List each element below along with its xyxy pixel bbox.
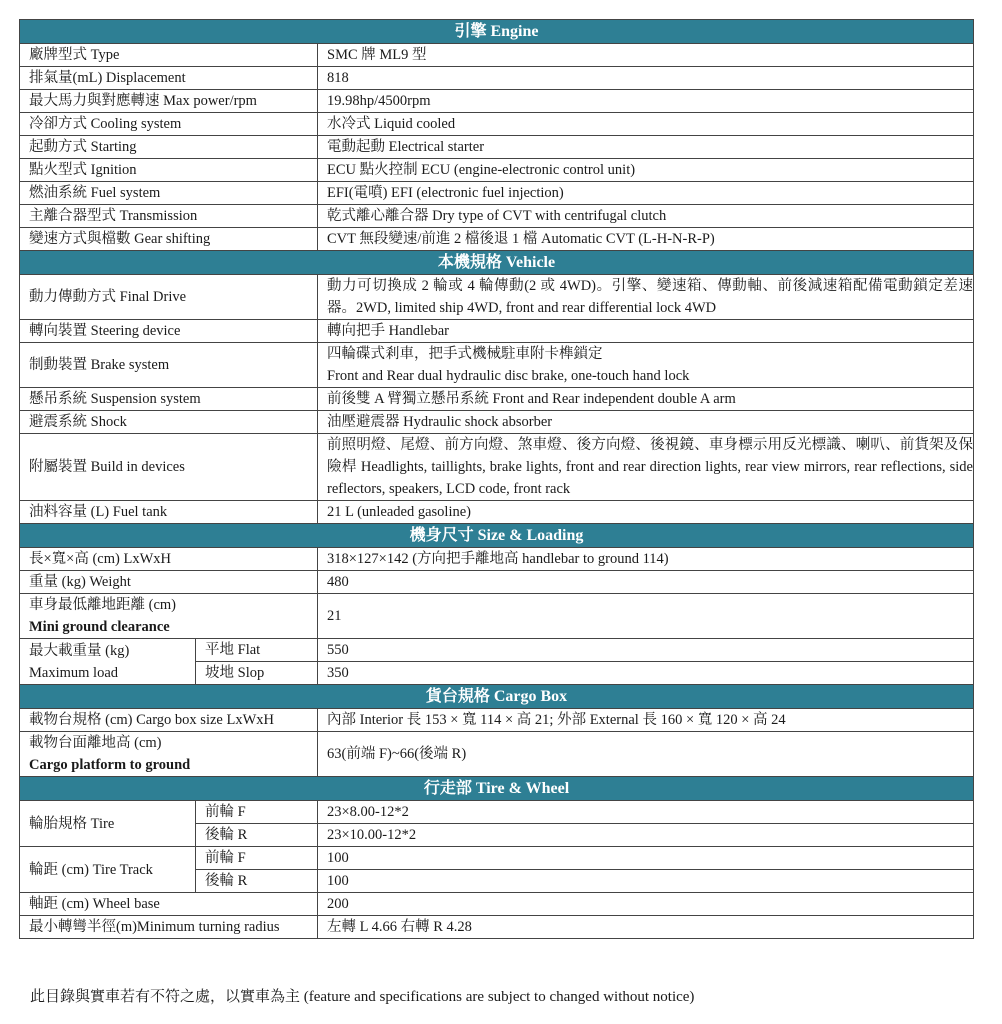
spec-row-shock [20,411,974,434]
spec-label: 冷卻方式 Cooling system [20,113,318,136]
spec-label: 轉向裝置 Steering device [20,320,318,343]
spec-value: 前照明燈、尾燈、前方向燈、煞車燈、後方向燈、後視鏡、車身標示用反光標識、喇叭、前貨架及保險桿 Headlights, taillights, brake lights, front and rear direction lights, rear view mirrors, rear reflections, side reflectors, speakers, LCD code, front rack [318,434,974,501]
spec-row-brake [20,343,974,388]
spec-label: 附屬裝置 Build in devices [20,434,318,501]
spec-label: 懸吊系統 Suspension system [20,388,318,411]
spec-label-line: 車身最低離地距離 (cm) [29,597,176,613]
spec-sublabel: 平地 Flat [196,639,318,662]
spec-label: 點火型式 Ignition [20,159,318,182]
spec-row-max-power [20,90,974,113]
spec-value: 100 [318,870,974,893]
spec-value: EFI(電噴) EFI (electronic fuel injection) [318,182,974,205]
footnote: 此目錄與實車若有不符之處，以實車為主 (feature and specifications are subject to changed without notice) [30,989,695,1005]
spec-label: 最大馬力與對應轉速 Max power/rpm [20,90,318,113]
spec-label: 起動方式 Starting [20,136,318,159]
spec-label: 重量 (kg) Weight [20,571,318,594]
spec-label-line: Cargo platform to ground [29,757,191,773]
spec-value: 23×8.00-12*2 [318,801,974,824]
spec-label: 最小轉彎半徑(m)Minimum turning radius [20,916,318,939]
spec-row-track-front [20,847,974,870]
spec-row-ground-clearance [20,594,974,639]
section-cargo-header [20,685,974,709]
spec-sublabel: 前輪 F [196,847,318,870]
spec-sublabel: 後輪 R [196,824,318,847]
spec-value: ECU 點火控制 ECU (engine-electronic control unit) [318,159,974,182]
spec-row-cooling [20,113,974,136]
spec-label: 制動裝置 Brake system [20,343,318,388]
spec-label: 主離合器型式 Transmission [20,205,318,228]
spec-label: 輪胎規格 Tire [20,801,196,847]
spec-label: 載物台規格 (cm) Cargo box size LxWxH [20,709,318,732]
spec-value: 350 [318,662,974,685]
spec-row-steering [20,320,974,343]
spec-sublabel: 前輪 F [196,801,318,824]
spec-label: 動力傳動方式 Final Drive [20,275,318,320]
spec-value: 480 [318,571,974,594]
spec-row-weight [20,571,974,594]
spec-row-fuel-system [20,182,974,205]
spec-row-type [20,44,974,67]
spec-label: 軸距 (cm) Wheel base [20,893,318,916]
spec-value: 油壓避震器 Hydraulic shock absorber [318,411,974,434]
spec-label [20,594,318,639]
spec-value: 左轉 L 4.66 右轉 R 4.28 [318,916,974,939]
spec-row-displacement [20,67,974,90]
spec-value: 318×127×142 (方向把手離地高 handlebar to ground 114) [318,548,974,571]
spec-row-suspension [20,388,974,411]
spec-value: 前後雙 A 臂獨立懸吊系統 Front and Rear independent double A arm [318,388,974,411]
spec-row-transmission [20,205,974,228]
spec-row-lwh [20,548,974,571]
spec-value: 21 [318,594,974,639]
spec-value: 818 [318,67,974,90]
spec-value: 63(前端 F)~66(後端 R) [318,732,974,777]
spec-value: 19.98hp/4500rpm [318,90,974,113]
spec-value: 電動起動 Electrical starter [318,136,974,159]
spec-row-build-in [20,434,974,501]
spec-value: 動力可切換成 2 輪或 4 輪傳動(2 或 4WD)。引擎、變速箱、傳動軸、前後減速箱配備電動鎖定差速器。2WD, limited ship 4WD, front and rear differential lock 4WD [318,275,974,320]
spec-value: 200 [318,893,974,916]
section-title: 引擎 Engine [454,22,539,40]
spec-table [19,19,974,939]
spec-row-max-load-flat [20,639,974,662]
spec-row-final-drive [20,275,974,320]
section-size-header [20,524,974,548]
spec-value: 乾式離心離合器 Dry type of CVT with centrifugal clutch [318,205,974,228]
spec-row-cargo-height [20,732,974,777]
spec-label: 避震系統 Shock [20,411,318,434]
spec-label [20,732,318,777]
spec-row-tire-front [20,801,974,824]
spec-label: 變速方式與檔數 Gear shifting [20,228,318,251]
spec-label: 排氣量(mL) Displacement [20,67,318,90]
spec-value: 21 L (unleaded gasoline) [318,501,974,524]
spec-value: 550 [318,639,974,662]
spec-value: 水冷式 Liquid cooled [318,113,974,136]
spec-row-wheel-base [20,893,974,916]
section-title: 行走部 Tire & Wheel [423,779,570,797]
spec-row-ignition [20,159,974,182]
spec-row-starting [20,136,974,159]
spec-row-fuel-tank [20,501,974,524]
spec-value: 轉向把手 Handlebar [318,320,974,343]
spec-label-line: Mini ground clearance [29,619,170,635]
spec-label-line: 最大載重量 (kg) [29,642,130,659]
section-title: 機身尺寸 Size & Loading [409,526,584,544]
section-title: 本機規格 Vehicle [437,253,556,271]
spec-row-cargo-size [20,709,974,732]
spec-label: 燃油系統 Fuel system [20,182,318,205]
spec-value: SMC 牌 ML9 型 [318,44,974,67]
spec-value [318,343,974,388]
spec-value: 23×10.00-12*2 [318,824,974,847]
spec-value: 內部 Interior 長 153 × 寬 114 × 高 21; 外部 External 長 160 × 寬 120 × 高 24 [318,709,974,732]
spec-value-line: Front and Rear dual hydraulic disc brake, one-touch hand lock [327,368,690,384]
section-engine-header [20,20,974,44]
spec-value-line: 四輪碟式剎車，把手式機械駐車附卡榫鎖定 [327,346,603,362]
spec-label: 廠牌型式 Type [20,44,318,67]
spec-sublabel: 後輪 R [196,870,318,893]
spec-value: 100 [318,847,974,870]
spec-value: CVT 無段變速/前進 2 檔後退 1 檔 Automatic CVT (L-H-N-R-P) [318,228,974,251]
section-title: 貨台規格 Cargo Box [425,687,568,705]
spec-row-turning-radius [20,916,974,939]
spec-sublabel: 坡地 Slop [196,662,318,685]
spec-label: 長×寬×高 (cm) LxWxH [20,548,318,571]
section-vehicle-header [20,251,974,275]
spec-label: 輪距 (cm) Tire Track [20,847,196,893]
spec-label-line: 載物台面離地高 (cm) [29,735,162,751]
spec-label-line: Maximum load [29,664,119,681]
spec-row-gear-shifting [20,228,974,251]
spec-label: 油料容量 (L) Fuel tank [20,501,318,524]
section-tire-header [20,777,974,801]
spec-label [20,639,196,685]
